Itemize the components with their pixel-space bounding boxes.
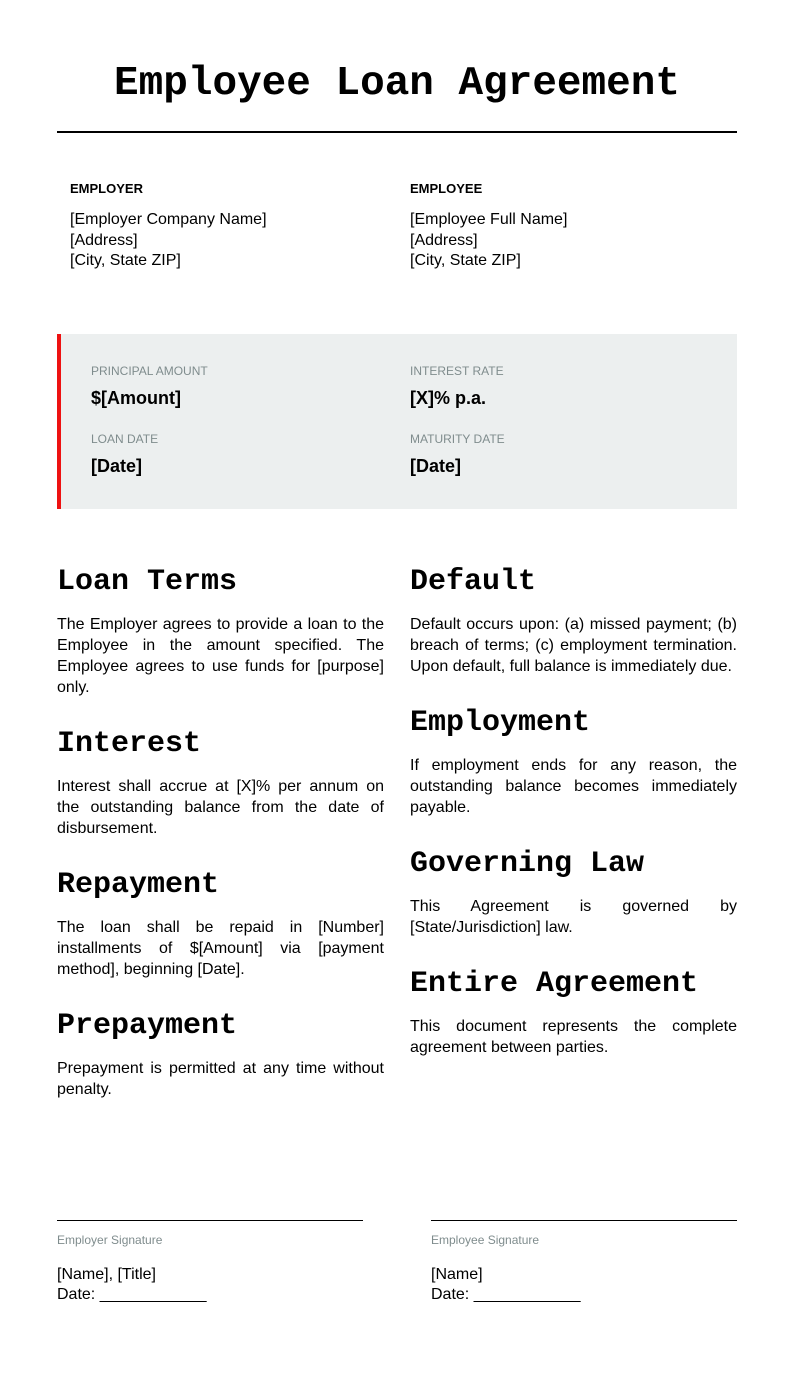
section-prepayment	[57, 1009, 384, 1100]
employee-signature-date: Date: ____________	[431, 1286, 581, 1303]
employee-signature-caption: Employee Signature	[431, 1233, 540, 1247]
section-heading: Prepayment	[57, 1009, 238, 1043]
employee-signer-name: [Name]	[431, 1266, 483, 1283]
employer-signature-date: Date: ____________	[57, 1286, 207, 1303]
summary-loan-date	[91, 432, 391, 477]
section-heading: Entire Agreement	[410, 967, 699, 1001]
summary-value: [Date]	[410, 456, 462, 476]
section-governing-law	[410, 847, 737, 938]
section-interest	[57, 727, 384, 839]
section-heading: Repayment	[57, 868, 220, 902]
section-repayment	[57, 868, 384, 980]
employee-address: [Address]	[410, 231, 478, 249]
employer-city-state-zip: [City, State ZIP]	[70, 252, 181, 269]
section-default	[410, 565, 737, 677]
employer-signature-line[interactable]	[57, 1220, 363, 1221]
section-body: The loan shall be repaid in [Number] installments of $[Amount] via [payment method], beginning [Date].	[57, 919, 384, 978]
right-column	[410, 565, 737, 1058]
employer-signature-caption: Employer Signature	[57, 1233, 163, 1247]
summary-interest-rate	[410, 364, 710, 409]
employer-signature-block	[57, 1220, 363, 1305]
employer-signer-name: [Name], [Title]	[57, 1266, 156, 1283]
section-heading: Interest	[57, 727, 202, 761]
summary-label: MATURITY DATE	[410, 432, 505, 446]
section-body: Interest shall accrue at [X]% per annum on the outstanding balance from the date of disbursement.	[57, 778, 384, 837]
employee-city-state-zip: [City, State ZIP]	[410, 252, 521, 269]
employee-full-name: [Employee Full Name]	[410, 211, 568, 228]
section-heading: Employment	[410, 706, 591, 740]
section-body: Prepayment is permitted at any time without penalty.	[57, 1060, 384, 1098]
section-body: This Agreement is governed by [State/Jurisdiction] law.	[410, 898, 737, 936]
employee-signature-line[interactable]	[431, 1220, 737, 1221]
employer-label: EMPLOYER	[70, 181, 143, 196]
section-body: This document represents the complete agreement between parties.	[410, 1018, 737, 1056]
summary-label: PRINCIPAL AMOUNT	[91, 364, 208, 378]
summary-label: INTEREST RATE	[410, 364, 504, 378]
employer-block	[70, 181, 390, 272]
employer-company-name: [Employer Company Name]	[70, 211, 267, 228]
left-column	[57, 565, 384, 1100]
title-divider	[57, 131, 737, 133]
employee-signature-block	[431, 1220, 737, 1305]
summary-value: $[Amount]	[91, 388, 181, 408]
summary-maturity-date	[410, 432, 710, 477]
section-body: The Employer agrees to provide a loan to the Employee in the amount specified. The Employee agrees to use funds for [purpose] only.	[57, 616, 384, 696]
section-entire-agreement	[410, 967, 737, 1058]
summary-principal-amount	[91, 364, 391, 409]
section-employment	[410, 706, 737, 818]
employee-label: EMPLOYEE	[410, 181, 483, 196]
section-heading: Governing Law	[410, 847, 645, 881]
summary-label: LOAN DATE	[91, 432, 159, 446]
summary-value: [X]% p.a.	[410, 388, 487, 408]
section-body: Default occurs upon: (a) missed payment; (b) breach of terms; (c) employment termination. Upon default, full balance is immediately due.	[410, 616, 737, 675]
section-loan-terms	[57, 565, 384, 698]
section-heading: Loan Terms	[57, 565, 238, 599]
summary-value: [Date]	[91, 456, 143, 476]
loan-summary-box	[57, 334, 737, 509]
employee-block	[410, 181, 730, 272]
employer-address: [Address]	[70, 231, 138, 249]
section-heading: Default	[410, 565, 537, 599]
section-body: If employment ends for any reason, the outstanding balance becomes immediately payable.	[410, 757, 737, 816]
document-title: Employee Loan Agreement	[114, 61, 680, 107]
